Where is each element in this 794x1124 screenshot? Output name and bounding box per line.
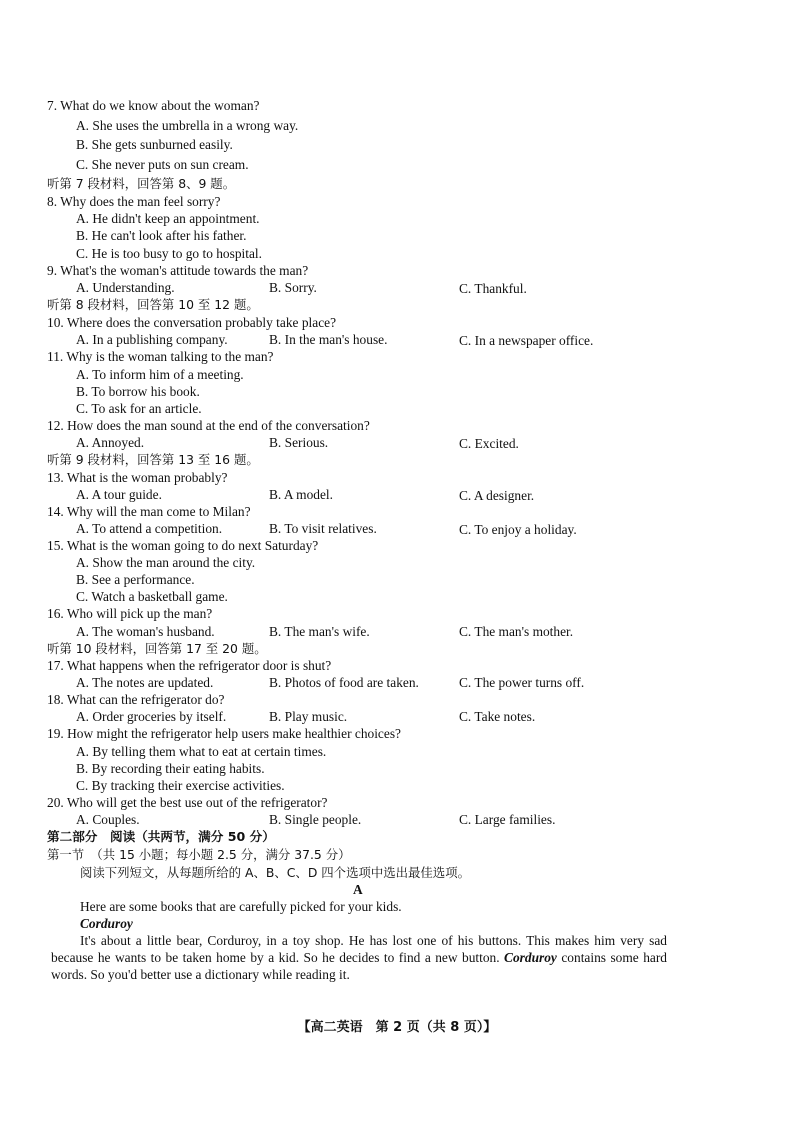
question-10-stem: 10. Where does the conversation probably take place? [47,315,337,330]
question-17-stem: 17. What happens when the refrigerator door is shut? [47,658,332,673]
question-12-option-a: A. Annoyed. [76,435,145,450]
question-17-option-c: C. The power turns off. [459,675,585,690]
question-20-option-b: B. Single people. [269,812,362,827]
reading-directions: 阅读下列短文，从每题所给的 A、B、C、D 四个选项中选出最佳选项。 [80,865,470,880]
question-13-option-b: B. A model. [269,487,333,502]
question-14-option-a: A. To attend a competition. [76,521,223,536]
section-one-heading: 第一节 （共 15 小题；每小题 2.5 分，满分 37.5 分） [47,847,351,862]
question-10-option-c: C. In a newspaper office. [459,333,594,348]
book-title: Corduroy [80,916,133,931]
question-8-option-b: B. He can't look after his father. [76,228,247,243]
question-18-stem: 18. What can the refrigerator do? [47,692,225,707]
passage-intro: Here are some books that are carefully picked for your kids. [80,899,402,914]
question-20-option-c: C. Large families. [459,812,556,827]
question-8-option-c: C. He is too busy to go to hospital. [76,246,262,261]
book-description-part-1: It's about a little bear, Corduroy, in a toy shop. He has lost one of his buttons. This makes him very sad because he wants to be taken home by a kid. So he decides to find a new button. [51,933,667,966]
question-15-option-c: C. Watch a basketball game. [76,589,228,604]
question-9-stem: 9. What's the woman's attitude towards the man? [47,263,309,278]
question-11-option-a: A. To inform him of a meeting. [76,367,244,382]
question-14-option-c: C. To enjoy a holiday. [459,522,577,537]
question-19-option-b: B. By recording their eating habits. [76,761,265,776]
book-title-inline: Corduroy [504,950,557,966]
question-12-option-b: B. Serious. [269,435,329,450]
question-7-option-a: A. She uses the umbrella in a wrong way. [76,118,299,133]
question-16-stem: 16. Who will pick up the man? [47,606,213,621]
passage-letter: A [353,882,363,897]
question-14-stem: 14. Why will the man come to Milan? [47,504,251,519]
question-11-option-b: B. To borrow his book. [76,384,200,399]
question-16-option-a: A. The woman's husband. [76,624,215,639]
question-9-option-c: C. Thankful. [459,281,527,296]
question-13-stem: 13. What is the woman probably? [47,470,228,485]
question-16-option-b: B. The man's wife. [269,624,370,639]
part-two-heading: 第二部分 阅读（共两节，满分 50 分） [47,829,275,844]
question-15-option-b: B. See a performance. [76,572,195,587]
question-18-option-b: B. Play music. [269,709,348,724]
question-11-stem: 11. Why is the woman talking to the man? [47,349,274,364]
question-18-option-c: C. Take notes. [459,709,536,724]
question-10-option-b: B. In the man's house. [269,332,388,347]
question-18-option-a: A. Order groceries by itself. [76,709,227,724]
question-19-option-c: C. By tracking their exercise activities. [76,778,285,793]
question-8-option-a: A. He didn't keep an appointment. [76,211,260,226]
question-15-option-a: A. Show the man around the city. [76,555,256,570]
question-17-option-b: B. Photos of food are taken. [269,675,419,690]
question-7-option-b: B. She gets sunburned easily. [76,137,233,152]
question-9-option-b: B. Sorry. [269,280,317,295]
question-20-option-a: A. Couples. [76,812,140,827]
instruction-passage-8: 听第 8 段材料，回答第 10 至 12 题。 [47,297,259,312]
instruction-passage-10: 听第 10 段材料，回答第 17 至 20 题。 [47,641,267,656]
question-14-option-b: B. To visit relatives. [269,521,377,536]
question-7-stem: 7. What do we know about the woman? [47,98,260,113]
page-footer: 【高二英语 第 2 页（共 8 页）】 [297,1020,497,1035]
book-description-part-2: contains some hard words. So you'd better use a dictionary while reading it. [51,950,667,983]
question-7-option-c: C. She never puts on sun cream. [76,157,249,172]
question-12-stem: 12. How does the man sound at the end of the conversation? [47,418,370,433]
question-9-option-a: A. Understanding. [76,280,175,295]
book-description-paragraph [51,932,667,984]
question-17-option-a: A. The notes are updated. [76,675,214,690]
question-13-option-a: A. A tour guide. [76,487,162,502]
instruction-passage-9: 听第 9 段材料，回答第 13 至 16 题。 [47,452,259,467]
question-13-option-c: C. A designer. [459,488,535,503]
instruction-passage-7: 听第 7 段材料，回答第 8、9 题。 [47,176,236,191]
question-15-stem: 15. What is the woman going to do next Saturday? [47,538,319,553]
question-20-stem: 20. Who will get the best use out of the refrigerator? [47,795,328,810]
question-19-stem: 19. How might the refrigerator help users make healthier choices? [47,726,401,741]
question-11-option-c: C. To ask for an article. [76,401,202,416]
question-12-option-c: C. Excited. [459,436,519,451]
question-16-option-c: C. The man's mother. [459,624,574,639]
question-8-stem: 8. Why does the man feel sorry? [47,194,221,209]
question-10-option-a: A. In a publishing company. [76,332,228,347]
question-19-option-a: A. By telling them what to eat at certain times. [76,744,327,759]
